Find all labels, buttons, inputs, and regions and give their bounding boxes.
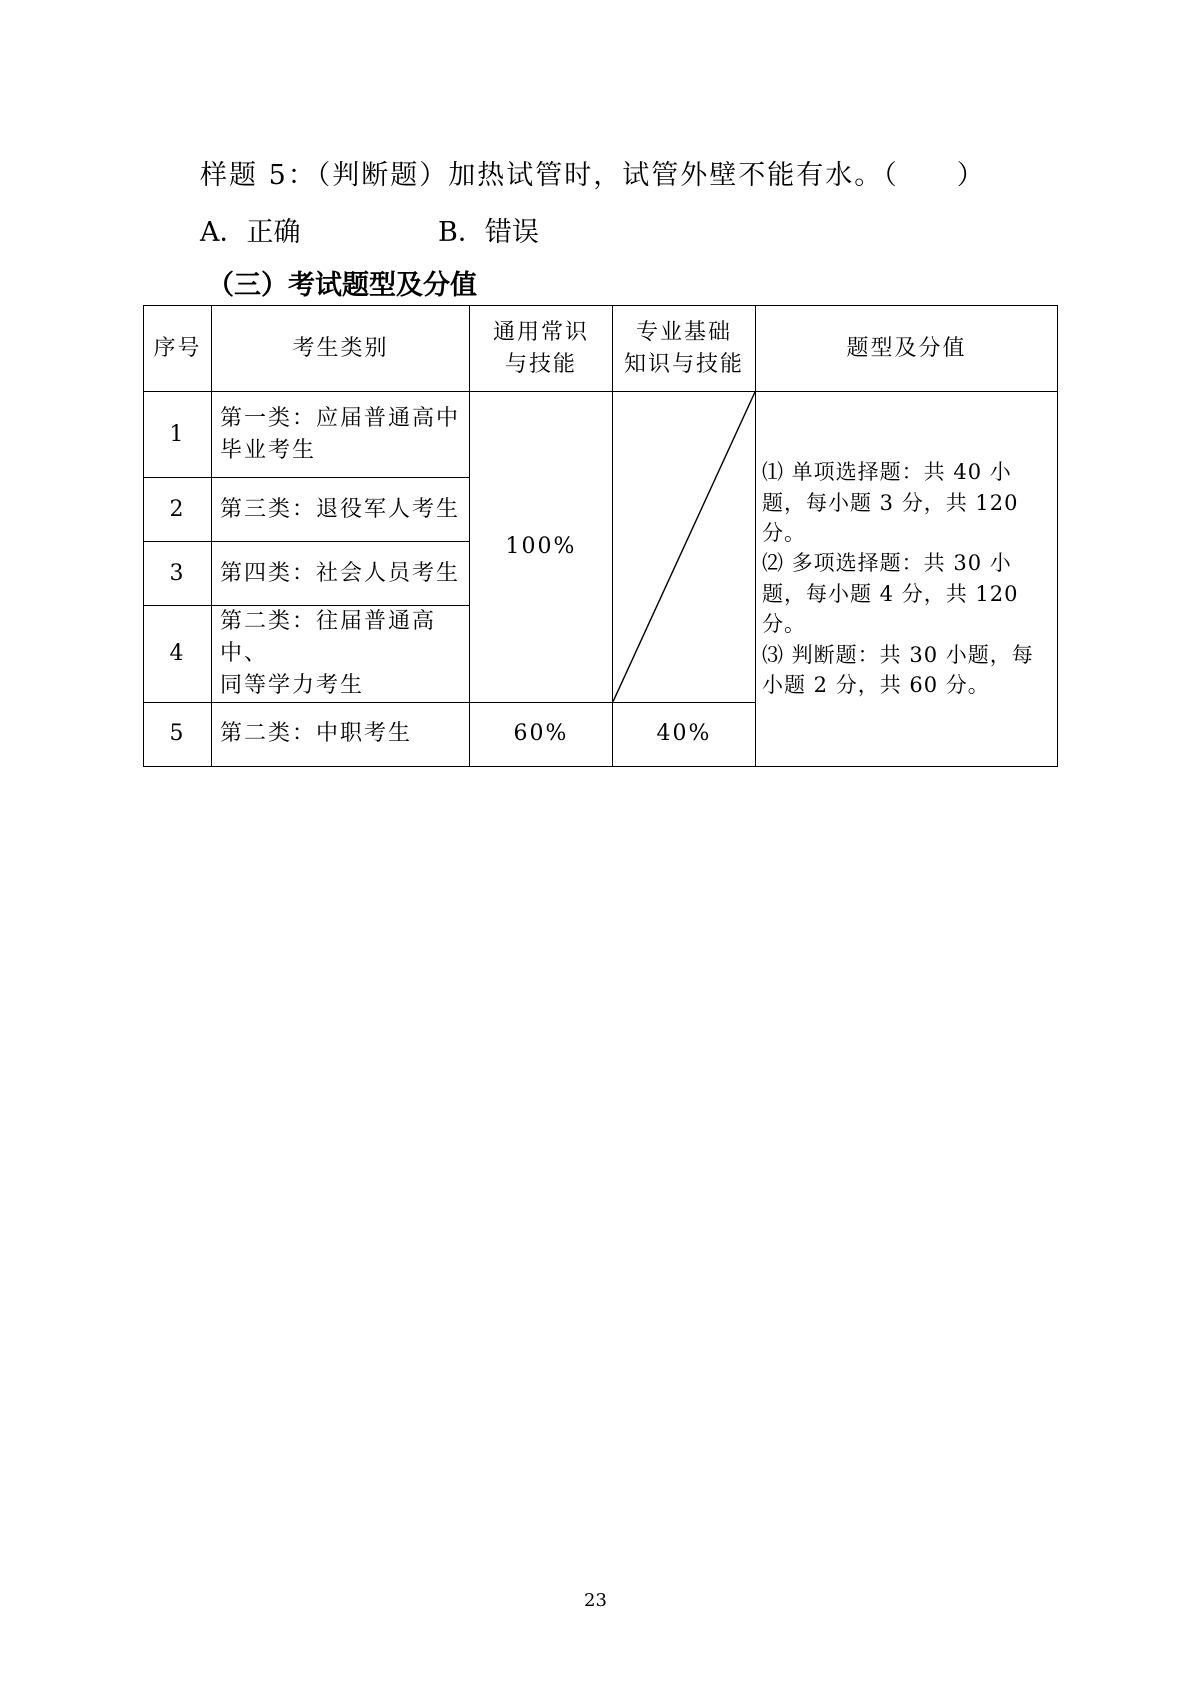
row5-specialty: 40% <box>613 702 756 766</box>
row-category <box>212 606 470 703</box>
category-line: 毕业考生 <box>220 437 317 463</box>
table-header-row <box>144 306 1058 392</box>
header-specialty-line-1: 专业基础 <box>635 319 732 345</box>
header-specialty <box>613 306 756 392</box>
header-category: 考生类别 <box>212 306 470 392</box>
option-a: A．正确 <box>200 217 301 248</box>
category-line: 第二类：往届普通高中、 <box>220 609 437 666</box>
exam-score-table-wrapper <box>143 305 1057 757</box>
answer-options <box>200 210 539 249</box>
question-type-item: ⑶ 判断题：共 30 小题，每小题 2 分，共 60 分。 <box>762 642 1034 698</box>
general-merged-cell: 100% <box>470 392 613 703</box>
sample-question: 样题 5：（判断题）加热试管时，试管外壁不能有水。（ ） <box>200 160 986 191</box>
page-number: 23 <box>584 1590 607 1611</box>
row-no: 4 <box>144 606 212 703</box>
exam-score-table <box>143 305 1058 767</box>
header-no: 序号 <box>144 306 212 392</box>
header-general-line-2: 与技能 <box>504 351 577 377</box>
row5-general: 60% <box>470 702 613 766</box>
diagonal-line <box>613 392 755 702</box>
row-no: 1 <box>144 392 212 478</box>
row-no: 3 <box>144 542 212 606</box>
question-type-item: ⑴ 单项选择题：共 40 小题，每小题 3 分，共 120 分。 <box>762 460 1019 545</box>
row-category: 第二类：中职考生 <box>212 702 470 766</box>
option-b: B．错误 <box>438 217 539 248</box>
row-category: 第三类：退役军人考生 <box>212 478 470 542</box>
specialty-empty-diagonal-cell <box>613 392 756 703</box>
category-line: 第一类：应届普通高中 <box>220 405 461 431</box>
header-general-line-1: 通用常识 <box>492 319 589 345</box>
row-no: 2 <box>144 478 212 542</box>
header-specialty-line-2: 知识与技能 <box>623 351 744 377</box>
table-row <box>144 392 1058 478</box>
question-types-cell <box>756 392 1058 767</box>
header-general <box>470 306 613 392</box>
header-question-types: 题型及分值 <box>756 306 1058 392</box>
row-category <box>212 392 470 478</box>
question-type-item: ⑵ 多项选择题：共 30 小题，每小题 4 分，共 120 分。 <box>762 551 1019 637</box>
row-category: 第四类：社会人员考生 <box>212 542 470 606</box>
category-line: 同等学力考生 <box>220 672 365 698</box>
section-heading: （三）考试题型及分值 <box>207 270 477 301</box>
row-no: 5 <box>144 702 212 766</box>
